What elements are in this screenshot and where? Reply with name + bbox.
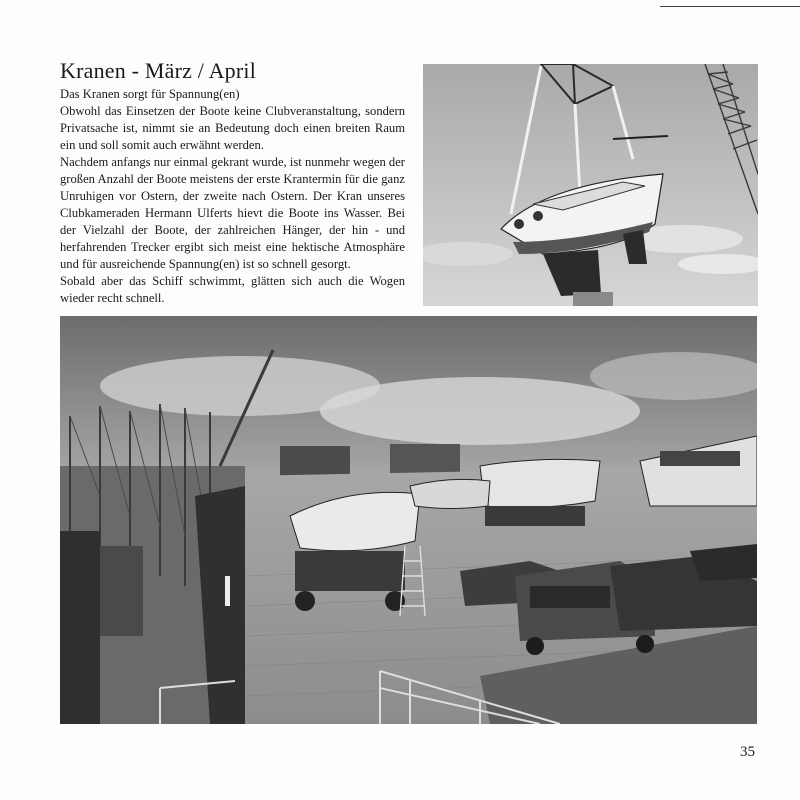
harbour-photo (60, 316, 757, 724)
article-paragraph: Sobald aber das Schiff schwimmt, glätten sich auch die Wogen wieder recht schnell. (60, 274, 405, 305)
page-number: 35 (740, 744, 755, 760)
top-rule (660, 6, 800, 7)
crane-photo (423, 64, 758, 306)
article-paragraph: Obwohl das Einsetzen der Boote keine Clubveranstaltung, sondern Privatsache ist, nimmt sie an Bedeutung doch einen breiten Raum ein und soll somit auch erwähnt werden. (60, 104, 405, 152)
page-heading: Kranen - März / April (60, 58, 257, 83)
article-text (60, 86, 405, 307)
article-paragraph: Nachdem anfangs nur einmal gekrant wurde, ist nunmehr wegen der großen Anzahl der Boote meistens der erste Krantermin für die ganz Unruhigen vor Ostern, der zweite nach Ostern. Der Kran unseres Clubkameraden Hermann Ulferts hievt die Boote ins Wasser. Bei der Vielzahl der Boote, der zahlreichen Hänger, der hin - und herfahrenden Trecker ergibt sich meist eine hektische Atmosphäre und für ausreichende Spannung(en) ist so schnell gesorgt. (60, 155, 405, 271)
article-subtitle: Das Kranen sorgt für Spannung(en) (60, 87, 240, 101)
crane-photo-image (423, 64, 758, 306)
harbour-photo-image (60, 316, 757, 724)
